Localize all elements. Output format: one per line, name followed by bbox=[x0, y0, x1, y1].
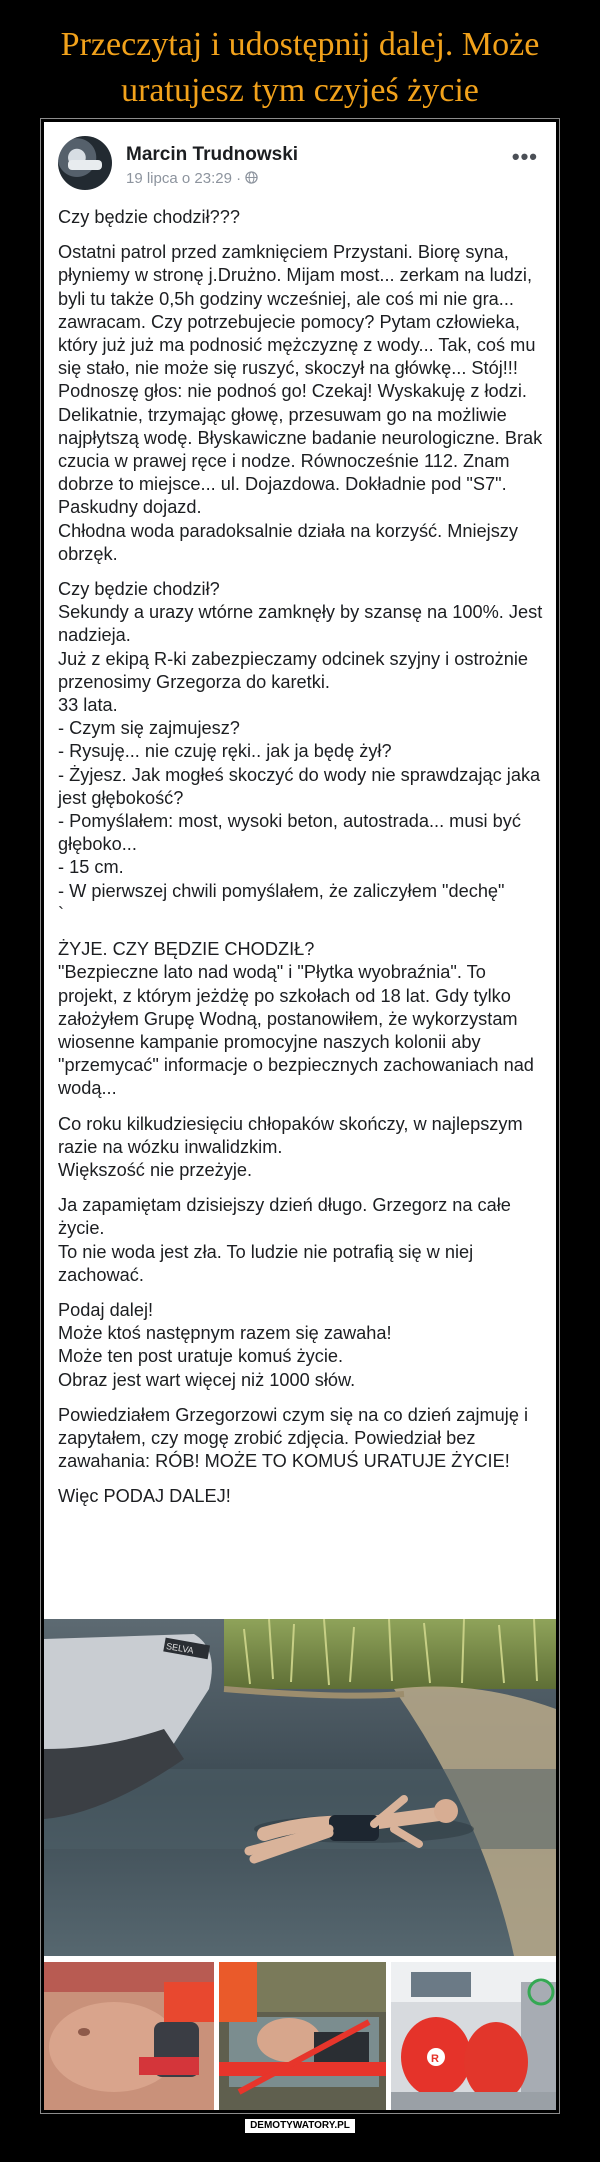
post-header bbox=[58, 136, 542, 192]
author-name[interactable]: Marcin Trudnowski bbox=[126, 144, 299, 165]
headline-line-1: Przeczytaj i udostępnij dalej. Może bbox=[60, 26, 540, 63]
globe-icon bbox=[245, 171, 258, 184]
injured-man-closeup-photo[interactable] bbox=[44, 1962, 214, 2110]
post-paragraph: Ostatni patrol przed zamknięciem Przystani. Biorę syna, płyniemy w stronę j.Drużno. Mijam most... zerkam na ludzi, byli tu także 0,5h godziny wcześniej, ale coś mi nie gra... zawracam. Czy potrzebujecie pomocy? Pytam człowieka, który już już ma podnosić mężczyznę z wody... Tak, coś mu się stało, nie może się ruszyć, skoczył na główkę... Stój!!! Podnoszę głos: nie podnoś go! Czekaj! Wyskakuję z łodzi. Delikatnie, trzymając głowę, przesuwam go na możliwie najpłytszą wodę. Błyskawiczne badanie neurologiczne. Brak czucia w prawej ręce i nodze. Równocześnie 112. Znam dobrze to miejsce... ul. Dojazdowa. Dokładnie pod "S7". Paskudny dojazd. Chłodna woda paradoksalnie działa na korzyść. Mniejszy obrzęk. bbox=[58, 242, 543, 564]
photo-grid bbox=[44, 1619, 556, 2110]
post-body bbox=[58, 206, 546, 1521]
stretcher-photo[interactable] bbox=[219, 1962, 386, 2110]
post-paragraph: ŻYJE. CZY BĘDZIE CHODZIŁ? "Bezpieczne lato nad wodą" i "Płytka wyobraźnia". To projekt, z którym jeżdżę po szkołach od 18 lat. Gdy tylko założyłem Grupę Wodną, postanowiłem, że wykorzystam wiosenne kampanie promocyjne naszych kolonii aby "przemycać" informacje o bezpiecznych zachowaniach nad wodą... bbox=[58, 939, 534, 1099]
post-paragraph: Powiedziałem Grzegorzowi czym się na co dzień zajmuję i zapytałem, czy mogę zrobić zdjęcia. Powiedział bez zawahania: RÓB! MOŻE TO KOMUŚ URATUJE ŻYCIE! bbox=[58, 1404, 529, 1472]
post-paragraph: Więc PODAJ DALEJ! bbox=[58, 1486, 231, 1507]
ambulance-interior-photo[interactable] bbox=[391, 1962, 556, 2110]
headline-line-2: uratujesz tym czyjeś życie bbox=[121, 72, 479, 109]
headline bbox=[0, 22, 600, 114]
meta-separator: · bbox=[236, 170, 246, 187]
watermark: DEMOTYWATORY.PL bbox=[245, 2119, 355, 2133]
post-paragraph: Podaj dalej! Może ktoś następnym razem się zawaha! Może ten post uratuje komuś życie. Obraz jest wart więcej niż 1000 słów. bbox=[58, 1299, 392, 1390]
timestamp[interactable]: 19 lipca o 23:29 bbox=[126, 170, 232, 187]
boat-brand-label: SELVA bbox=[165, 1640, 195, 1656]
more-options-icon[interactable]: ••• bbox=[511, 144, 538, 169]
post-paragraph: Co roku kilkudziesięciu chłopaków skończy, w najlepszym razie na wózku inwalidzkim. Większość nie przeżyje. bbox=[58, 1113, 523, 1180]
avatar[interactable] bbox=[58, 136, 112, 190]
post-paragraph: Ja zapamiętam dzisiejszy dzień długo. Grzegorz na całe życie. To nie woda jest zła. To ludzie nie potrafią się w niej zachować. bbox=[58, 1195, 511, 1285]
post-paragraph: Czy będzie chodził? Sekundy a urazy wtórne zamknęły by szansę na 100%. Jest nadzieja. Już z ekipą R-ki zabezpieczamy odcinek szyjny i ostrożnie przenosimy Grzegorza do karetki. 33 lata. - Czym się zajmujesz? - Rysuję... nie czuję ręki.. jak ja będę żył? - Żyjesz. Jak mogłeś skoczyć do wody nie sprawdzając jaka jest głębokość? - Pomyślałem: most, wysoki beton, autostrada... musi być głęboko... - 15 cm. - W pierwszej chwili pomyślałem, że zaliczyłem "dechę" ` bbox=[58, 579, 543, 924]
post-paragraph: Czy będzie chodził??? bbox=[58, 207, 240, 227]
facebook-post bbox=[44, 122, 556, 1619]
post-meta bbox=[126, 170, 258, 187]
river-rescue-photo[interactable] bbox=[44, 1619, 556, 1956]
ambulance-mark: R bbox=[431, 2053, 439, 2065]
